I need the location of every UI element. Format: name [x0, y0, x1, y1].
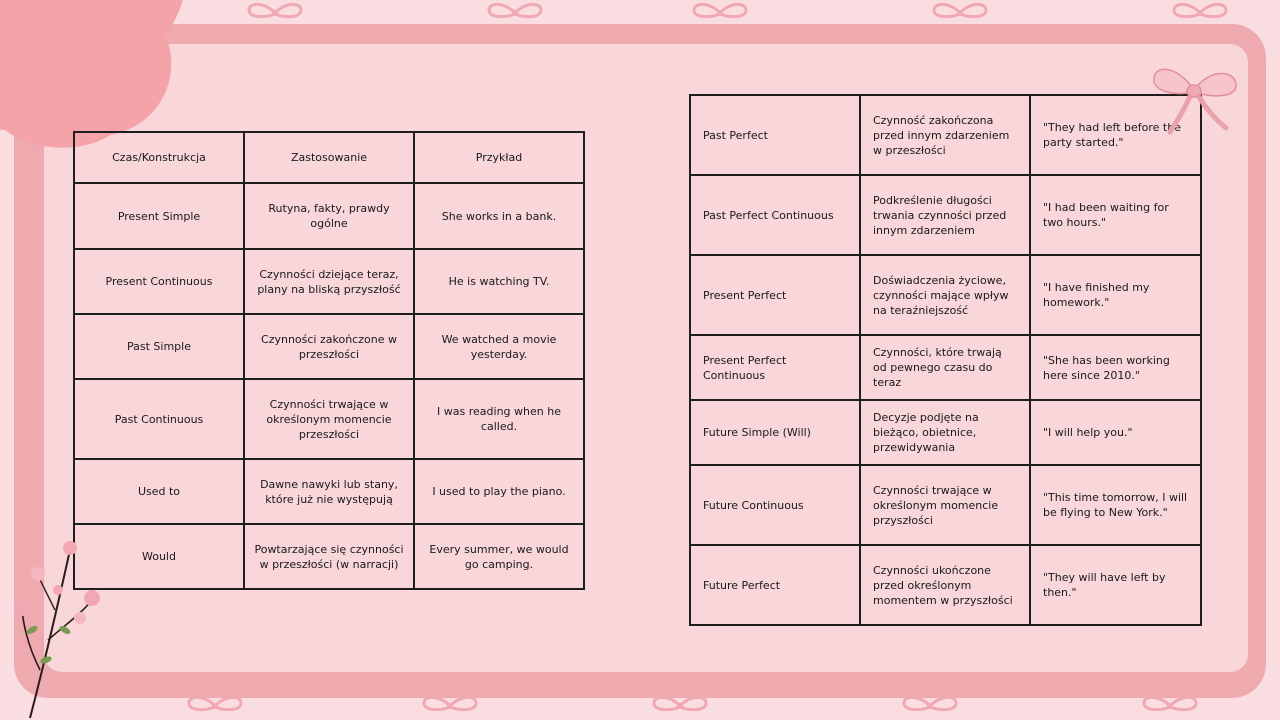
tense-cell: Future Continuous	[690, 465, 860, 545]
header-cell: Czas/Konstrukcja	[74, 132, 244, 183]
header-cell: Zastosowanie	[244, 132, 414, 183]
tense-cell: Past Continuous	[74, 379, 244, 459]
tense-cell: Past Simple	[74, 314, 244, 379]
ribbon-pattern-icon	[420, 695, 480, 717]
example-cell: "This time tomorrow, I will be flying to New York."	[1030, 465, 1201, 545]
table-row	[74, 314, 584, 379]
usage-cell: Czynności ukończone przed określonym momentem w przyszłości	[860, 545, 1030, 625]
example-cell: "I had been waiting for two hours."	[1030, 175, 1201, 255]
tense-cell: Would	[74, 524, 244, 589]
ribbon-pattern-icon	[930, 2, 990, 24]
blossom-branch-icon	[10, 530, 120, 720]
example-cell: Every summer, we would go camping.	[414, 524, 584, 589]
example-cell: "They had left before the party started."	[1030, 95, 1201, 175]
table-row	[74, 524, 584, 589]
table-row	[690, 95, 1201, 175]
example-cell: He is watching TV.	[414, 249, 584, 314]
ribbon-pattern-icon	[1170, 2, 1230, 24]
header-cell: Przykład	[414, 132, 584, 183]
tense-cell: Past Perfect Continuous	[690, 175, 860, 255]
usage-cell: Dawne nawyki lub stany, które już nie występują	[244, 459, 414, 524]
example-cell: "I have finished my homework."	[1030, 255, 1201, 335]
example-cell: I used to play the piano.	[414, 459, 584, 524]
tense-cell: Present Continuous	[74, 249, 244, 314]
example-cell: "They will have left by then."	[1030, 545, 1201, 625]
table-row	[690, 335, 1201, 400]
example-cell: She works in a bank.	[414, 183, 584, 249]
usage-cell: Czynność zakończona przed innym zdarzeniem w przeszłości	[860, 95, 1030, 175]
usage-cell: Decyzje podjęte na bieżąco, obietnice, przewidywania	[860, 400, 1030, 465]
tense-cell: Present Perfect Continuous	[690, 335, 860, 400]
tense-cell: Future Simple (Will)	[690, 400, 860, 465]
example-cell: "She has been working here since 2010."	[1030, 335, 1201, 400]
tense-cell: Used to	[74, 459, 244, 524]
table-row	[690, 255, 1201, 335]
ribbon-pattern-icon	[650, 695, 710, 717]
tense-cell: Future Perfect	[690, 545, 860, 625]
table-row	[690, 545, 1201, 625]
ribbon-pattern-icon	[485, 2, 545, 24]
tenses-table-right	[689, 94, 1202, 626]
table-row	[690, 465, 1201, 545]
usage-cell: Powtarzające się czynności w przeszłości (w narracji)	[244, 524, 414, 589]
example-cell: We watched a movie yesterday.	[414, 314, 584, 379]
table-row	[74, 459, 584, 524]
tense-cell: Present Perfect	[690, 255, 860, 335]
usage-cell: Podkreślenie długości trwania czynności przed innym zdarzeniem	[860, 175, 1030, 255]
usage-cell: Czynności trwające w określonym momencie przeszłości	[244, 379, 414, 459]
ribbon-pattern-icon	[900, 695, 960, 717]
ribbon-bow-icon	[1148, 56, 1240, 136]
ribbon-pattern-icon	[185, 695, 245, 717]
example-cell: I was reading when he called.	[414, 379, 584, 459]
ribbon-pattern-icon	[245, 2, 305, 24]
tense-cell: Past Perfect	[690, 95, 860, 175]
usage-cell: Czynności zakończone w przeszłości	[244, 314, 414, 379]
table-row	[74, 249, 584, 314]
usage-cell: Czynności, które trwają od pewnego czasu do teraz	[860, 335, 1030, 400]
usage-cell: Doświadczenia życiowe, czynności mające wpływ na teraźniejszość	[860, 255, 1030, 335]
example-cell: "I will help you."	[1030, 400, 1201, 465]
tenses-table-left	[73, 131, 585, 590]
tense-cell: Present Simple	[74, 183, 244, 249]
table-row	[690, 175, 1201, 255]
table-row	[690, 400, 1201, 465]
usage-cell: Czynności dziejące teraz, plany na bliską przyszłość	[244, 249, 414, 314]
table-header-row	[74, 132, 584, 183]
ribbon-pattern-icon	[690, 2, 750, 24]
ribbon-pattern-icon	[1140, 695, 1200, 717]
table-row	[74, 183, 584, 249]
usage-cell: Rutyna, fakty, prawdy ogólne	[244, 183, 414, 249]
usage-cell: Czynności trwające w określonym momencie przyszłości	[860, 465, 1030, 545]
table-row	[74, 379, 584, 459]
